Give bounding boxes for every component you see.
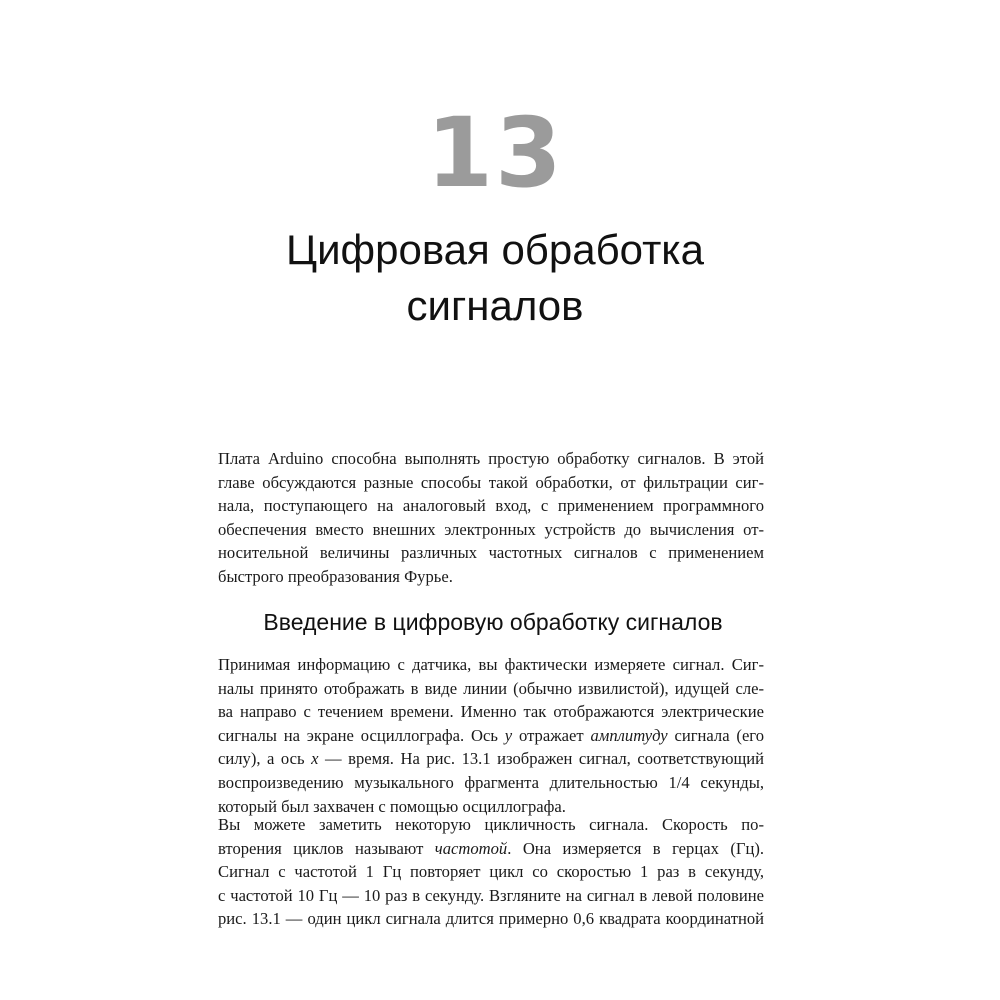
chapter-title xyxy=(0,222,990,334)
text-run: сигнала (его xyxy=(667,725,764,745)
body-paragraph-1 xyxy=(218,653,764,818)
paragraph-line: Плата Arduino способна выполнять простую обработку сигналов. В этой xyxy=(218,449,764,468)
paragraph-line: главе обсуждаются разные способы такой обработки, от фильтрации сиг- xyxy=(218,472,764,492)
emphasized-term: частотой xyxy=(434,838,508,858)
text-run: силу), а ось xyxy=(218,749,312,769)
paragraph-line xyxy=(218,747,764,771)
body-paragraph-2 xyxy=(218,813,764,931)
paragraph-line: быстрого преобразования Фурье. xyxy=(218,566,453,586)
paragraph-line: с частотой 10 Гц — 10 раз в секунду. Взгляните на сигнал в левой половине xyxy=(218,885,764,905)
paragraph-line: ва направо с течением времени. Именно так отображаются электрические xyxy=(218,702,764,722)
emphasized-term: амплитуду xyxy=(590,725,668,745)
chapter-title-line: Цифровая обработка xyxy=(286,226,704,273)
paragraph-line: нала, поступающего на аналоговый вход, с применением программного xyxy=(218,496,764,516)
paragraph-line: Вы можете заметить некоторую цикличность сигнала. Скорость по- xyxy=(218,815,764,834)
chapter-number: 13 xyxy=(426,97,564,209)
text-run: отражает xyxy=(512,725,591,745)
paragraph-line: воспроизведению музыкального фрагмента длительностью 1/4 секунды, xyxy=(218,772,764,792)
text-run: сигналы на экране осциллографа. Ось xyxy=(218,725,505,745)
intro-paragraph xyxy=(218,447,764,589)
paragraph-line: Сигнал с частотой 1 Гц повторяет цикл со скоростью 1 раз в секунду, xyxy=(218,862,764,882)
paragraph-line: который был захвачен с помощью осциллографа. xyxy=(218,796,566,816)
chapter-title-line: сигналов xyxy=(406,282,584,329)
paragraph-line: обеспечения вместо внешних электронных устройств до вычисления от- xyxy=(218,519,764,539)
text-run: вторения циклов называют xyxy=(218,838,435,858)
axis-variable: x xyxy=(311,749,319,769)
text-run: — время. На рис. 13.1 изображен сигнал, соответствующий xyxy=(318,749,764,769)
paragraph-line: рис. 13.1 — один цикл сигнала длится примерно 0,6 квадрата координатной xyxy=(218,909,764,929)
paragraph-line xyxy=(218,724,764,748)
paragraph-line: Принимая информацию с датчика, вы фактически измеряете сигнал. Сиг- xyxy=(218,655,764,674)
paragraph-line xyxy=(218,837,764,861)
paragraph-line: носительной величины различных частотных сигналов с применением xyxy=(218,543,764,563)
text-run: . Она измеряется в герцах (Гц). xyxy=(507,838,764,858)
section-heading: Введение в цифровую обработку сигналов xyxy=(263,609,723,635)
paragraph-line: налы принято отображать в виде линии (обычно извилистой), идущей сле- xyxy=(218,678,764,698)
axis-variable: y xyxy=(504,725,513,745)
